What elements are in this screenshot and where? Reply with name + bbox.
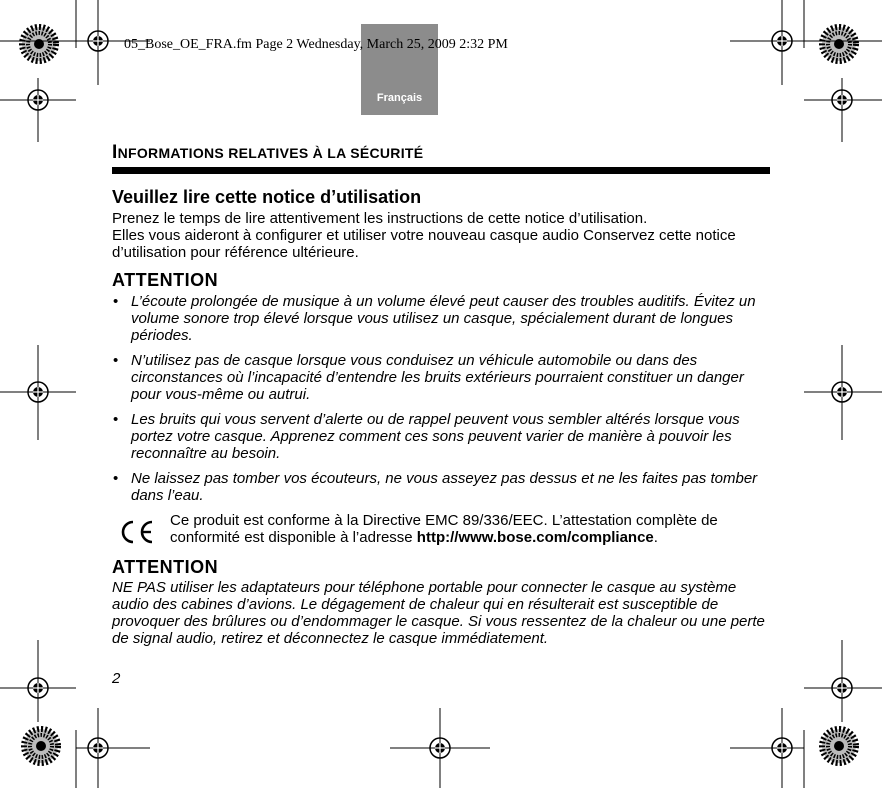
attention-heading-1: ATTENTION (112, 270, 219, 290)
section-title: INFORMATIONS RELATIVES À LA SÉCURITÉ (112, 142, 424, 163)
list-item: • Les bruits qui vous servent d’alerte ou de rappel peuvent vous sembler altérés lorsque vous portez votre casque. Apprenez comment ces sons peuvent varier de manière à pouvoir les reconnaître au besoin. (113, 411, 740, 462)
ce-compliance-notice: Ce produit est conforme à la Directive EMC 89/336/EEC. L’attestation complète de conformité est disponible à l’adresse http://www.bose.com/compliance. (112, 512, 770, 546)
page-number: 2 (112, 670, 121, 687)
page-content (112, 140, 770, 647)
attention-text-2: NE PAS utiliser les adaptateurs pour téléphone portable pour connecter le casque au système audio des cabines d’avions. Le dégagement de chaleur qui en résulterait est susceptible de provoquer des brûlures ou d’endommager le casque. Si vous ressentez de la chaleur ou une perte de signal audio, retirez et déconnectez le casque immédiatement. (112, 579, 765, 647)
file-info-header: 05_Bose_OE_FRA.fm Page 2 Wednesday, March 25, 2009 2:32 PM (124, 37, 508, 52)
language-tab-label: Français (376, 92, 423, 104)
notice-line-2: Elles vous aideront à configurer et utiliser votre nouveau casque audio Conservez cette notice d’utilisation pour référence ultérieure. (112, 227, 736, 261)
notice-line-1: Prenez le temps de lire attentivement les instructions de cette notice d’utilisation. (112, 210, 648, 227)
star-target-bottom-right (822, 729, 856, 763)
ce-mark-icon (116, 518, 156, 546)
title-rule (112, 167, 770, 174)
star-target-top-left (22, 27, 56, 61)
compliance-link[interactable]: http://www.bose.com/compliance (416, 529, 654, 546)
notice-heading: Veuillez lire cette notice d’utilisation (112, 187, 422, 207)
star-target-bottom-left (24, 729, 58, 763)
attention-bullet-list (112, 293, 770, 504)
star-target-top-right (822, 27, 856, 61)
list-item: • Ne laissez pas tomber vos écouteurs, ne vous asseyez pas dessus et ne les faites pas tomber dans l’eau. (113, 470, 758, 504)
list-item: • N’utilisez pas de casque lorsque vous conduisez un véhicule automobile ou dans des circonstances où l’incapacité d’entendre les bruits extérieurs pourraient constituer un danger pour vous-même ou autrui. (113, 352, 744, 403)
attention-heading-2: ATTENTION (112, 557, 219, 577)
list-item: • L’écoute prolongée de musique à un volume élevé peut causer des troubles auditifs. Évitez un volume sonore trop élevé lorsque vous utilisez un casque, spécialement durant de longues périodes. (113, 293, 756, 344)
